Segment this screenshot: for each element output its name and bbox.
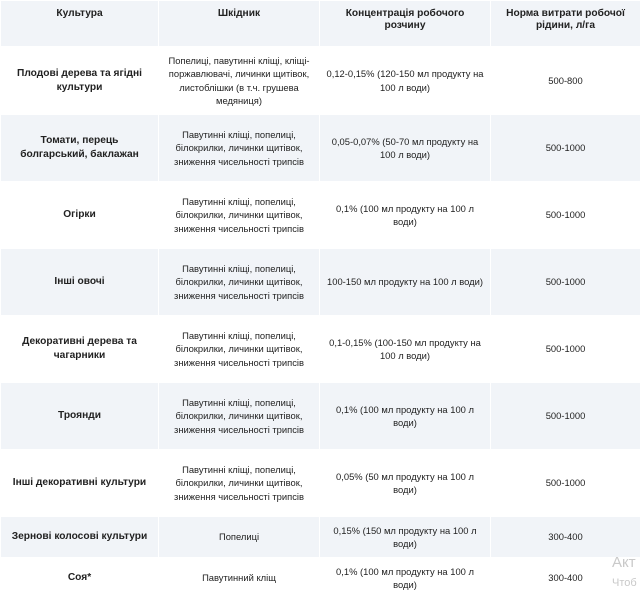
pest-cell: Павутинні кліщі, попелиці, білокрилки, личинки щитівок, зниження чисельності трипсів — [159, 249, 320, 316]
table-row — [1, 383, 640, 450]
activation-watermark — [612, 552, 637, 594]
crop-cell: Плодові дерева та ягідні культури — [1, 47, 159, 115]
table-row — [1, 47, 640, 115]
rate-cell: 300-400 — [491, 517, 640, 558]
pest-cell: Павутинний кліщ — [159, 558, 320, 599]
table-row — [1, 517, 640, 558]
pest-cell: Павутинні кліщі, попелиці, білокрилки, личинки щитівок, зниження чисельності трипсів — [159, 383, 320, 450]
crop-cell: Зернові колосові культури — [1, 517, 159, 558]
table-row — [1, 115, 640, 182]
crop-cell: Декоративні дерева та чагарники — [1, 316, 159, 383]
concentration-cell: 0,05% (50 мл продукту на 100 л води) — [320, 450, 491, 517]
concentration-cell: 0,1-0,15% (100-150 мл продукту на 100 л води) — [320, 316, 491, 383]
pest-cell: Попелиці, павутинні кліщі, кліщі-поржавлювачі, личинки щитівок, листоблішки (в т.ч. грушева медяниця) — [159, 47, 320, 115]
rate-cell: 500-1000 — [491, 316, 640, 383]
rate-cell: 500-1000 — [491, 249, 640, 316]
table-row — [1, 316, 640, 383]
table-row — [1, 558, 640, 599]
crop-cell: Огірки — [1, 182, 159, 249]
crop-cell: Інші декоративні культури — [1, 450, 159, 517]
rate-cell: 500-1000 — [491, 115, 640, 182]
concentration-cell: 0,1% (100 мл продукту на 100 л води) — [320, 182, 491, 249]
header-pest: Шкідник — [159, 1, 320, 47]
header-crop: Культура — [1, 1, 159, 47]
concentration-cell: 100-150 мл продукту на 100 л води) — [320, 249, 491, 316]
rate-cell: 500-1000 — [491, 182, 640, 249]
rate-cell: 500-800 — [491, 47, 640, 115]
crop-cell: Інші овочі — [1, 249, 159, 316]
concentration-cell: 0,1% (100 мл продукту на 100 л води) — [320, 383, 491, 450]
header-concentration: Концентрація робочого розчину — [320, 1, 491, 47]
crop-cell: Томати, перець болгарський, баклажан — [1, 115, 159, 182]
rate-cell: 300-400 — [491, 558, 640, 599]
pest-cell: Павутинні кліщі, попелиці, білокрилки, личинки щитівок, зниження чисельності трипсів — [159, 316, 320, 383]
pest-cell: Павутинні кліщі, попелиці, білокрилки, личинки щитівок, зниження чисельності трипсів — [159, 115, 320, 182]
concentration-cell: 0,05-0,07% (50-70 мл продукту на 100 л води) — [320, 115, 491, 182]
concentration-cell: 0,1% (100 мл продукту на 100 л води) — [320, 558, 491, 599]
header-row — [1, 1, 640, 47]
concentration-cell: 0,15% (150 мл продукту на 100 л води) — [320, 517, 491, 558]
watermark-line-1: Акт — [612, 554, 636, 571]
crop-cell: Троянди — [1, 383, 159, 450]
rate-cell: 500-1000 — [491, 383, 640, 450]
crop-cell: Соя* — [1, 558, 159, 599]
rate-cell: 500-1000 — [491, 450, 640, 517]
concentration-cell: 0,12-0,15% (120-150 мл продукту на 100 л води) — [320, 47, 491, 115]
pest-cell: Попелиці — [159, 517, 320, 558]
header-rate: Норма витрати робочої рідини, л/га — [491, 1, 640, 47]
table-row — [1, 182, 640, 249]
pest-cell: Павутинні кліщі, попелиці, білокрилки, личинки щитівок, зниження чисельності трипсів — [159, 450, 320, 517]
pest-cell: Павутинні кліщі, попелиці, білокрилки, личинки щитівок, зниження чисельності трипсів — [159, 182, 320, 249]
table-row — [1, 450, 640, 517]
table-row — [1, 249, 640, 316]
watermark-line-2: Чтоб — [612, 577, 637, 589]
